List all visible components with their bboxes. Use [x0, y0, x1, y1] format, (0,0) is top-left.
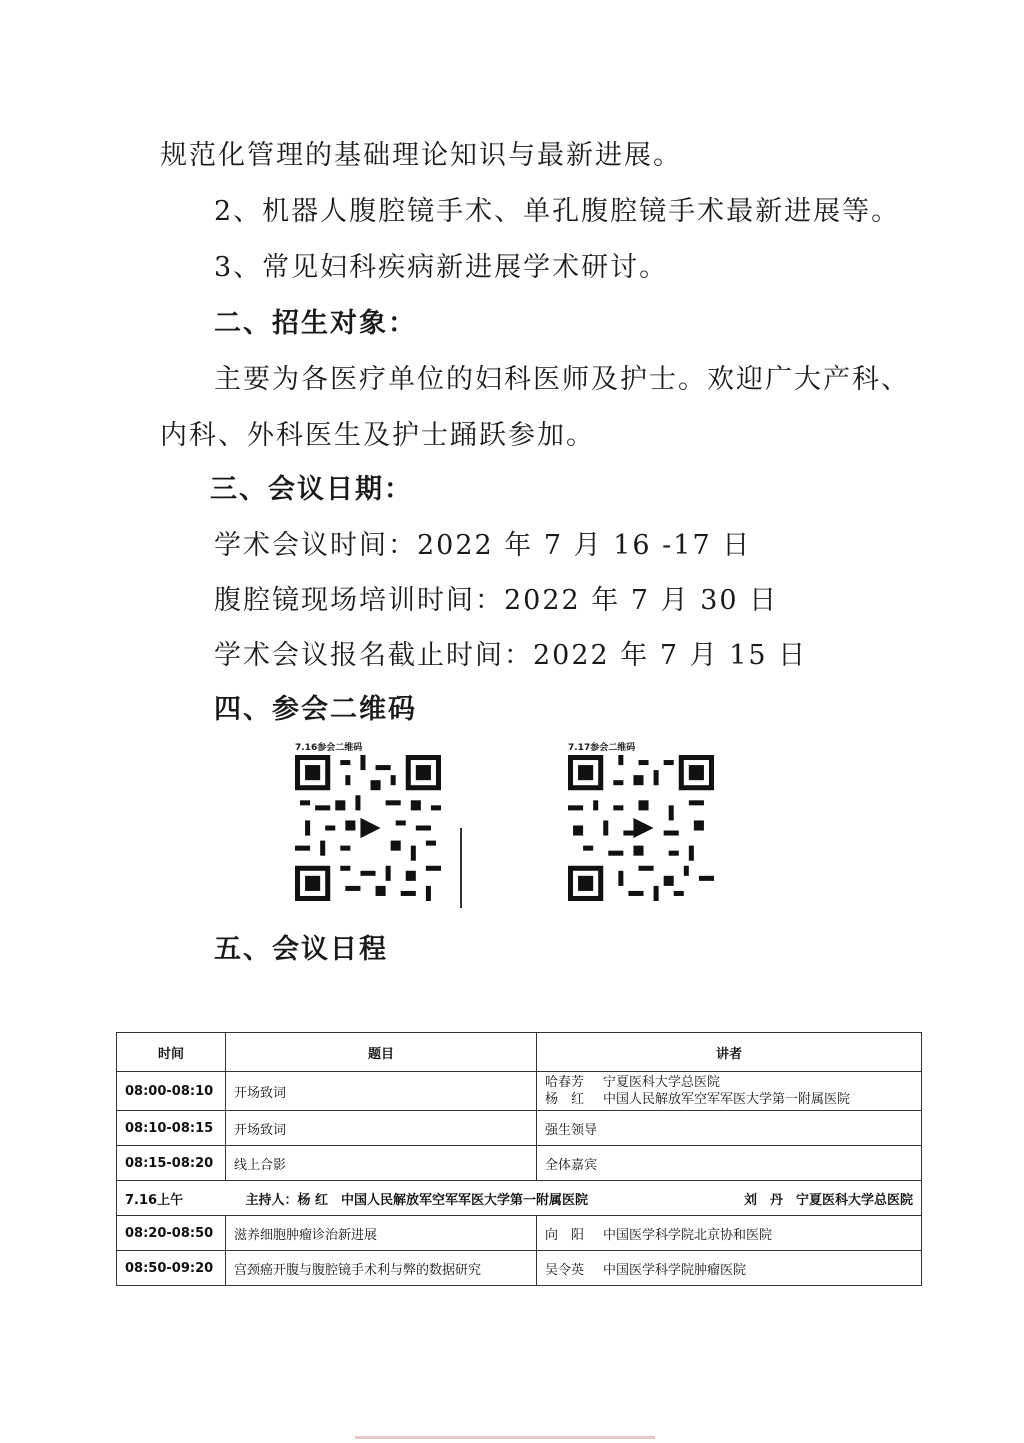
date-line: 腹腔镜现场培训时间：2022 年 7 月 30 日	[214, 585, 779, 616]
session-topic: 宫颈癌开腹与腹腔镜手术利与弊的数据研究	[226, 1251, 537, 1286]
speaker-name: 全体嘉宾	[545, 1157, 598, 1173]
speaker-org: 中国医学科学院肿瘤医院	[603, 1262, 747, 1278]
paragraph-line: 2、机器人腹腔镜手术、单孔腹腔镜手术最新进展等。	[214, 196, 901, 227]
section-heading-qr: 四、参会二维码	[214, 694, 417, 725]
table-header-row	[117, 1033, 922, 1072]
section-heading-dates: 三、会议日期：	[210, 474, 413, 505]
session-topic: 滋养细胞肿瘤诊治新进展	[226, 1216, 537, 1251]
qr-code-icon[interactable]	[295, 755, 441, 901]
host-secondary: 刘 丹 宁夏医科大学总医院	[743, 1192, 913, 1208]
speaker-org: 宁夏医科大学总医院	[603, 1075, 721, 1090]
table-row	[117, 1111, 922, 1146]
speaker-org: 中国人民解放军空军军医大学第一附属医院	[603, 1092, 851, 1107]
session-speakers	[537, 1251, 922, 1286]
session-time: 08:00-08:10	[117, 1072, 226, 1111]
qr-caption: 7.17参会二维码	[568, 743, 636, 753]
qr-caption: 7.16参会二维码	[295, 743, 363, 753]
qr-block-716	[295, 741, 445, 901]
speaker-name: 哈春芳	[545, 1075, 585, 1090]
session-speakers	[537, 1072, 922, 1111]
column-header-time: 时间	[117, 1033, 226, 1072]
speaker-name: 向 阳	[545, 1227, 585, 1243]
paragraph-line: 内科、外科医生及护士踊跃参加。	[160, 420, 595, 451]
paragraph-line: 主要为各医疗单位的妇科医师及护士。欢迎广大产科、	[214, 364, 910, 395]
session-speakers	[537, 1216, 922, 1251]
session-topic: 线上合影	[226, 1146, 537, 1181]
session-time: 08:50-09:20	[117, 1251, 226, 1286]
section-heading-schedule: 五、会议日程	[214, 934, 388, 965]
divider	[460, 828, 462, 908]
table-row	[117, 1251, 922, 1286]
date-line: 学术会议时间：2022 年 7 月 16 -17 日	[214, 530, 752, 561]
speaker-name: 吴令英	[545, 1262, 585, 1278]
qr-block-717	[568, 741, 718, 901]
session-speakers	[537, 1146, 922, 1181]
session-speakers	[537, 1111, 922, 1146]
table-row	[117, 1216, 922, 1251]
host-cell	[226, 1181, 922, 1216]
scan-edge-mark	[355, 1436, 655, 1439]
column-header-topic: 题目	[226, 1033, 537, 1072]
host-row	[117, 1181, 922, 1216]
section-heading-enrollment: 二、招生对象：	[214, 308, 417, 339]
qr-code-icon[interactable]	[568, 755, 714, 901]
date-line: 学术会议报名截止时间：2022 年 7 月 15 日	[214, 640, 808, 671]
session-time: 08:10-08:15	[117, 1111, 226, 1146]
speaker-name: 杨 红	[545, 1092, 585, 1107]
session-time: 08:15-08:20	[117, 1146, 226, 1181]
speaker-org: 中国医学科学院北京协和医院	[603, 1227, 773, 1243]
column-header-speaker: 讲者	[537, 1033, 922, 1072]
table-row	[117, 1146, 922, 1181]
session-block: 7.16上午	[117, 1181, 226, 1216]
table-row	[117, 1072, 922, 1111]
host-primary: 主持人：杨 红 中国人民解放军空军军医大学第一附属医院	[245, 1192, 589, 1208]
schedule-table	[116, 1032, 922, 1286]
speaker-name: 强生领导	[545, 1122, 598, 1138]
session-topic: 开场致词	[226, 1111, 537, 1146]
session-topic: 开场致词	[226, 1072, 537, 1111]
session-time: 08:20-08:50	[117, 1216, 226, 1251]
paragraph-line: 规范化管理的基础理论知识与最新进展。	[160, 140, 682, 171]
paragraph-line: 3、常见妇科疾病新进展学术研讨。	[214, 252, 669, 283]
